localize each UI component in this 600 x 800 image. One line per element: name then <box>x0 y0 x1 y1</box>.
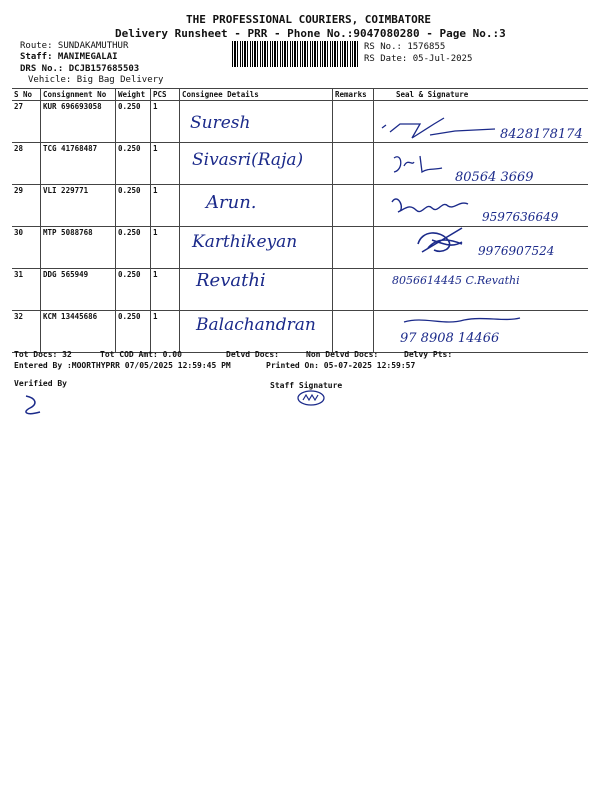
company-title: THE PROFESSIONAL COURIERS, COIMBATORE <box>186 13 432 26</box>
drs-info: DRS No.: DCJB157685503 <box>20 64 140 74</box>
handwritten-signature: 9976907524 <box>478 244 555 258</box>
cell-sno: 31 <box>12 269 41 311</box>
cell-pcs: 1 <box>151 185 180 227</box>
cell-sno: 29 <box>12 185 41 227</box>
handwritten-signature: 8056614445 C.Revathi <box>392 274 520 287</box>
delvy-pts: Delvy Pts: <box>404 350 453 359</box>
signature-scribble <box>370 110 500 150</box>
col-consignment: Consignment No <box>41 89 116 101</box>
handwritten-signature: 8428178174 <box>500 127 583 142</box>
signature-scribble <box>412 222 482 262</box>
cell-pcs: 1 <box>151 227 180 269</box>
cell-weight: 0.250 <box>116 143 151 185</box>
cell-pcs: 1 <box>151 101 180 143</box>
col-weight: Weight <box>116 89 151 101</box>
vehicle-info: Vehicle: Big Bag Delivery <box>28 75 164 85</box>
non-delvd-docs: Non Delvd Docs: <box>306 350 379 359</box>
staff-signature-label: Staff Signature <box>270 381 343 390</box>
col-consignee: Consignee Details <box>180 89 333 101</box>
signature-scribble <box>388 188 483 214</box>
cell-weight: 0.250 <box>116 101 151 143</box>
cell-consignment: KUR 696693058 <box>41 101 116 143</box>
cell-weight: 0.250 <box>116 269 151 311</box>
delvd-docs: Delvd Docs: <box>226 350 279 359</box>
cell-sno: 30 <box>12 227 41 269</box>
cell-consignment: VLI 229771 <box>41 185 116 227</box>
col-signature: Seal & Signature <box>374 89 589 101</box>
handwritten-name: Revathi <box>196 270 266 291</box>
tot-docs: Tot Docs: 32 <box>14 350 72 359</box>
cell-sno: 32 <box>12 311 41 353</box>
col-sno: S No <box>12 89 41 101</box>
col-remarks: Remarks <box>333 89 374 101</box>
cell-remarks <box>333 143 374 185</box>
staff-info: Staff: MANIMEGALAI <box>20 52 118 62</box>
handwritten-name: Balachandran <box>196 315 316 335</box>
cell-weight: 0.250 <box>116 311 151 353</box>
cell-sno: 28 <box>12 143 41 185</box>
signature-scribble <box>402 314 522 328</box>
staff-signature-mark <box>294 388 328 408</box>
cell-remarks <box>333 269 374 311</box>
cell-sno: 27 <box>12 101 41 143</box>
cell-pcs: 1 <box>151 143 180 185</box>
col-pcs: PCS <box>151 89 180 101</box>
handwritten-name: Sivasri(Raja) <box>192 150 304 170</box>
tot-cod: Tot COD Amt: 0.00 <box>100 350 182 359</box>
runsheet-title: Delivery Runsheet - PRR - Phone No.:9047080280 - Page No.:3 <box>115 27 506 40</box>
printed-on: Printed On: 05-07-2025 12:59:57 <box>266 361 416 370</box>
verified-by: Verified By <box>14 379 67 388</box>
handwritten-signature: 80564 3669 <box>455 170 534 185</box>
handwritten-name: Suresh <box>190 113 251 133</box>
handwritten-signature: 9597636649 <box>482 210 559 224</box>
cell-consignment: MTP 5088768 <box>41 227 116 269</box>
cell-consignment: TCG 41768487 <box>41 143 116 185</box>
table-header-row <box>12 89 588 101</box>
barcode <box>232 41 358 67</box>
cell-pcs: 1 <box>151 269 180 311</box>
cell-weight: 0.250 <box>116 227 151 269</box>
handwritten-name: Arun. <box>206 192 257 213</box>
signature-scribble <box>390 148 470 180</box>
cell-pcs: 1 <box>151 311 180 353</box>
cell-remarks <box>333 311 374 353</box>
entered-by: Entered By :MOORTHYPRR 07/05/2025 12:59:45 PM <box>14 361 231 370</box>
verified-signature <box>18 392 48 416</box>
rs-no: RS No.: 1576855 <box>364 42 446 52</box>
cell-remarks <box>333 101 374 143</box>
cell-weight: 0.250 <box>116 185 151 227</box>
cell-remarks <box>333 227 374 269</box>
handwritten-name: Karthikeyan <box>192 232 298 252</box>
cell-consignment: KCM 13445686 <box>41 311 116 353</box>
route-info: Route: SUNDAKAMUTHUR <box>20 41 129 51</box>
cell-consignment: DDG 565949 <box>41 269 116 311</box>
handwritten-signature: 97 8908 14466 <box>400 331 500 346</box>
cell-remarks <box>333 185 374 227</box>
rs-date: RS Date: 05-Jul-2025 <box>364 54 473 64</box>
